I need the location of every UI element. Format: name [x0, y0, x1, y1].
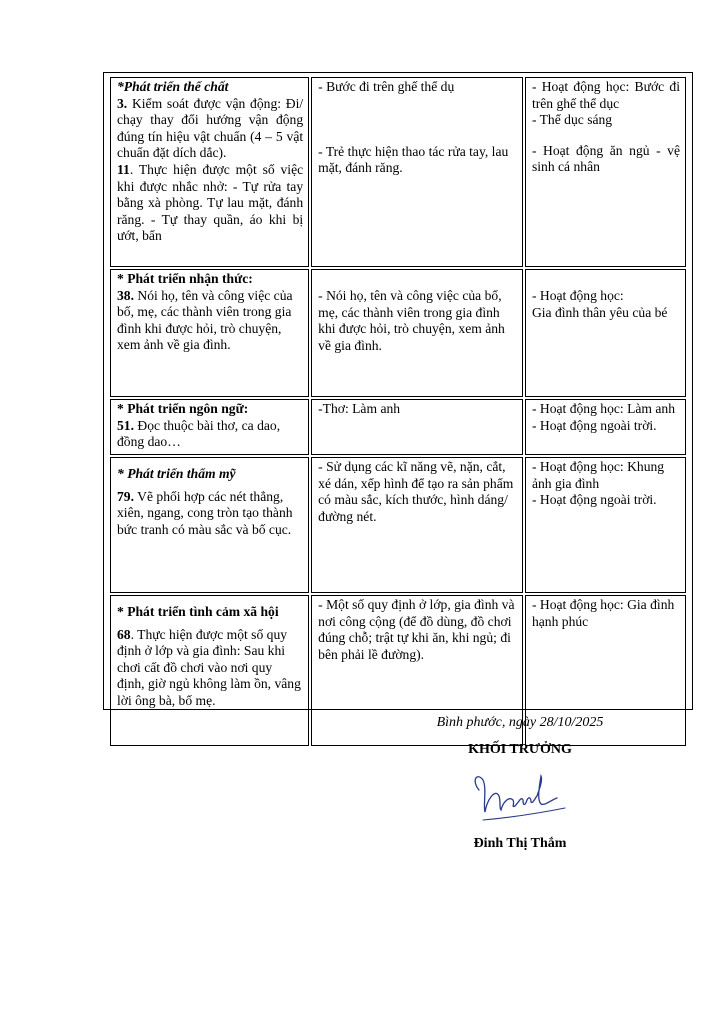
- place-date: Bình phước, ngày 28/10/2025: [436, 715, 604, 730]
- table-row: [110, 269, 686, 397]
- content-item: - Sử dụng các kĩ năng vẽ, nặn, cắt, xé dán, xếp hình để tạo ra sản phẩm có màu sắc, kích thước, hình dáng/ đường nét.: [318, 459, 514, 524]
- signer-role: KHỐI TRƯỞNG: [468, 742, 572, 757]
- activity-cell: [525, 399, 686, 455]
- goal-number: 3.: [117, 95, 128, 111]
- activity-item: - Hoạt động học: Bước đi trên ghế thể dục: [531, 79, 680, 111]
- activity-cell: [525, 269, 686, 397]
- signature-block: [420, 714, 620, 852]
- activity-item: - Hoạt động ngoài trời.: [531, 417, 657, 433]
- activity-item: - Hoạt động học: Gia đình hạnh phúc: [531, 597, 675, 629]
- table-row: [110, 399, 686, 455]
- domain-heading: * Phát triển tình cảm xã hội: [117, 604, 279, 619]
- domain-heading: * Phát triển ngôn ngữ:: [117, 401, 249, 416]
- goal-text: Vẽ phối hợp các nét thẳng, xiên, ngang, cong tròn tạo thành bức tranh có màu sắc và bố cục.: [117, 488, 293, 537]
- content-cell: [311, 457, 523, 593]
- signer-name: Đinh Thị Thắm: [473, 836, 567, 851]
- goal-text: Nói họ, tên và công việc của bố, mẹ, các thành viên trong gia đình khi được hỏi, trò chuyện, xem ảnh về gia đình.: [117, 287, 293, 353]
- content-cell: [311, 399, 523, 455]
- domain-heading: *Phát triển thể chất: [117, 79, 229, 94]
- domain-heading: * Phát triển nhận thức:: [117, 271, 253, 286]
- goal-cell: [110, 595, 309, 746]
- activity-item: Gia đình thân yêu của bé: [531, 304, 668, 320]
- goal-cell: [110, 399, 309, 455]
- goal-number: 68: [117, 626, 131, 642]
- table-row: [110, 457, 686, 593]
- activity-item: - Hoạt động học: Khung ảnh gia đình: [531, 459, 665, 491]
- goal-number: 51.: [117, 417, 134, 433]
- domain-heading: * Phát triển thẩm mỹ: [117, 466, 236, 481]
- goal-number: 79.: [117, 488, 134, 504]
- activity-item: - Hoạt động ngoài trời.: [531, 492, 657, 508]
- goal-cell: [110, 269, 309, 397]
- goal-text: Kiểm soát được vận động: Đi/ chạy thay đổi hướng vận động đúng tín hiệu vật chuẩn (4 – 5 vật chuẩn đặt dích dắc).: [117, 95, 304, 161]
- goal-text: . Thực hiện được một số việc khi được nhắc nhở: - Tự rửa tay bằng xà phòng. Tự lau mặt, đánh răng. - Tự thay quần, áo khi bị ướt, bẩn: [117, 161, 304, 244]
- activity-cell: [525, 457, 686, 593]
- goal-cell: [110, 77, 309, 267]
- content-item: - Một số quy định ở lớp, gia đình và nơi công cộng (để đồ dùng, đồ chơi đúng chỗ; trật tự khi ăn, khi ngủ; đi bên phải lề đường).: [318, 597, 515, 662]
- content-cell: [311, 77, 523, 267]
- plan-table-frame: [103, 72, 693, 710]
- content-cell: [311, 269, 523, 397]
- activity-cell: [525, 77, 686, 267]
- activity-item: - Hoạt động học: Làm anh: [531, 401, 676, 416]
- content-item: - Trẻ thực hiện thao tác rửa tay, lau mặt, đánh răng.: [318, 143, 509, 176]
- activity-item: - Hoạt động ăn ngủ - vệ sinh cá nhân: [531, 142, 680, 175]
- handwritten-signature: [465, 766, 575, 832]
- plan-table: [108, 75, 688, 748]
- activity-item: - Thể dục sáng: [531, 112, 613, 128]
- content-item: - Bước đi trên ghế thể dụ: [318, 79, 455, 94]
- goal-text: Đọc thuộc bài thơ, ca dao, đồng dao…: [117, 417, 281, 450]
- goal-number: 11: [117, 161, 130, 177]
- activity-item: - Hoạt động học:: [531, 288, 624, 303]
- content-item: - Nói họ, tên và công việc của bố, mẹ, các thành viên trong gia đình khi được hỏi, trò chuyện, xem ảnh về gia đình.: [318, 288, 505, 353]
- goal-number: 38.: [117, 287, 134, 303]
- content-item: -Thơ: Làm anh: [318, 401, 401, 416]
- goal-cell: [110, 457, 309, 593]
- goal-text: . Thực hiện được một số quy định ở lớp và gia đình: Sau khi chơi cất đồ chơi vào nơi quy định, giờ ngủ không làm ồn, vâng lời ông bà, bố mẹ.: [117, 626, 301, 708]
- table-row: [110, 77, 686, 267]
